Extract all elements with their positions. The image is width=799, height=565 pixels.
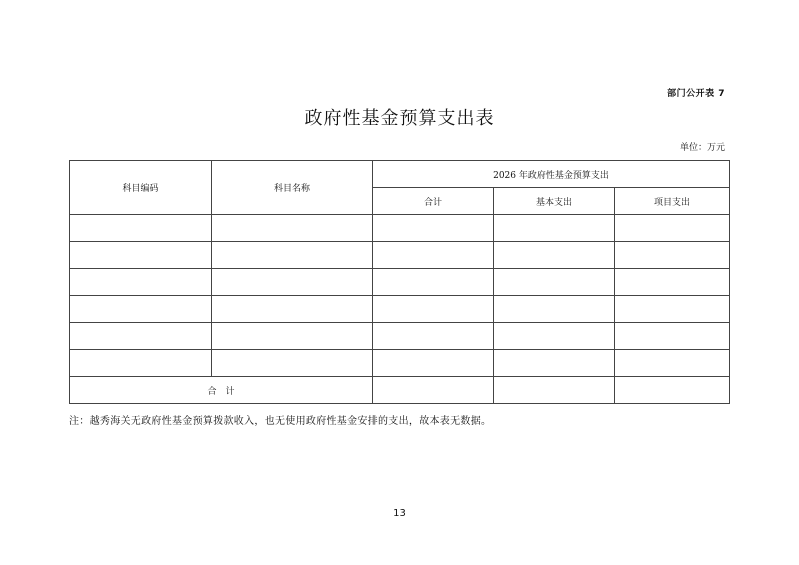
header-subject-name: 科目名称: [212, 161, 373, 215]
total-row-label: 合 计: [70, 377, 373, 404]
header-total: 合计: [373, 188, 494, 215]
table-tag: 部门公开表 7: [667, 89, 725, 99]
table-row: [70, 269, 730, 296]
total-cell: [615, 377, 730, 404]
page-title: 政府性基金预算支出表: [304, 108, 495, 129]
table-row: [70, 296, 730, 323]
header-project-expenditure: 项目支出: [615, 188, 730, 215]
table-cell: [212, 296, 373, 323]
total-cell: [373, 377, 494, 404]
table-row: [70, 242, 730, 269]
table-cell: [615, 242, 730, 269]
table-cell: [70, 323, 212, 350]
table-cell: [212, 350, 373, 377]
table-row: [70, 350, 730, 377]
total-row: [70, 377, 730, 404]
table-cell: [494, 350, 615, 377]
table-row: [70, 215, 730, 242]
table-cell: [615, 350, 730, 377]
table-cell: [373, 242, 494, 269]
table-cell: [373, 350, 494, 377]
table-cell: [70, 215, 212, 242]
table-cell: [212, 269, 373, 296]
table-cell: [212, 242, 373, 269]
table-cell: [494, 269, 615, 296]
header-subject-code: 科目编码: [70, 161, 212, 215]
table-cell: [70, 269, 212, 296]
table-cell: [615, 323, 730, 350]
table-cell: [373, 323, 494, 350]
table-cell: [615, 296, 730, 323]
table-cell: [494, 242, 615, 269]
table-cell: [494, 323, 615, 350]
budget-table: [69, 160, 730, 404]
table-row: [70, 323, 730, 350]
table-cell: [494, 215, 615, 242]
footnote: 注：越秀海关无政府性基金预算拨款收入，也无使用政府性基金安排的支出，故本表无数据。: [69, 416, 492, 427]
table-cell: [70, 242, 212, 269]
table-cell: [615, 269, 730, 296]
header-basic-expenditure: 基本支出: [494, 188, 615, 215]
total-cell: [494, 377, 615, 404]
unit-label: 单位：万元: [679, 143, 725, 153]
table-cell: [70, 350, 212, 377]
table-cell: [212, 215, 373, 242]
page-number: 13: [393, 508, 406, 519]
table-cell: [373, 296, 494, 323]
table-cell: [373, 269, 494, 296]
table-cell: [373, 215, 494, 242]
table-cell: [70, 296, 212, 323]
table-cell: [615, 215, 730, 242]
header-row-1: [70, 161, 730, 188]
table-cell: [494, 296, 615, 323]
table-cell: [212, 323, 373, 350]
header-group-budget: 2026 年政府性基金预算支出: [373, 161, 730, 188]
